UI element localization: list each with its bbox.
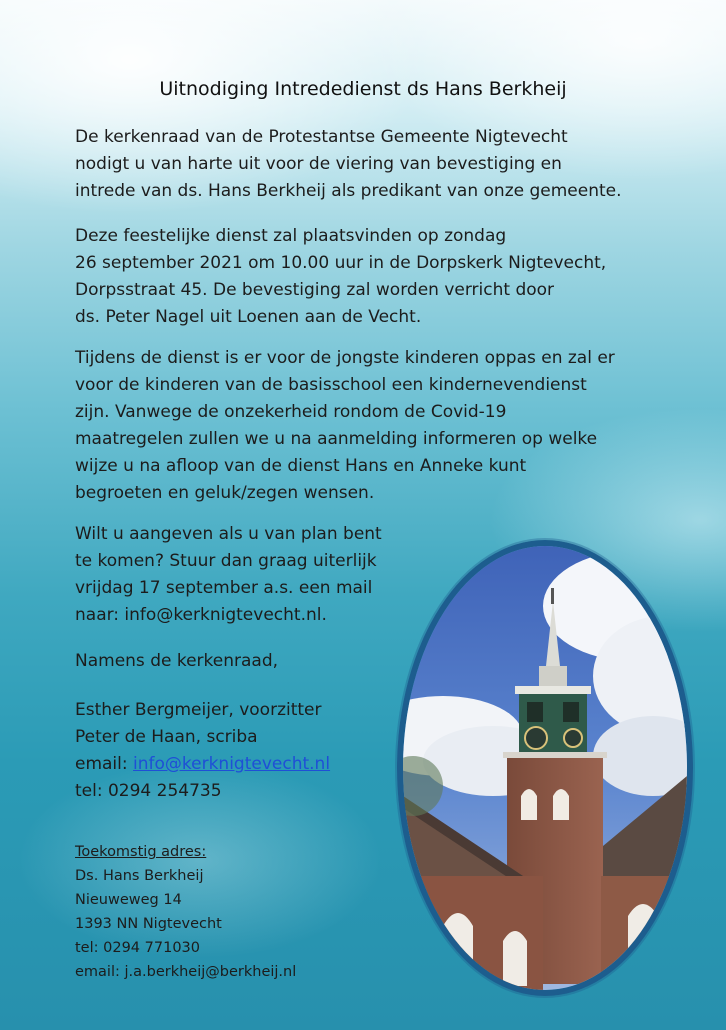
children-paragraph: [75, 345, 615, 507]
text-line: intrede van ds. Hans Berkheij als predikant van onze gemeente.: [75, 181, 622, 201]
future-address-block: [75, 840, 296, 984]
address-email: email: j.a.berkheij@berkheij.nl: [75, 964, 297, 980]
text-line: Wilt u aangeven als u van plan bent: [75, 524, 382, 544]
church-illustration: [403, 546, 687, 990]
text-line: nodigt u van harte uit voor de viering van bevestiging en: [75, 154, 562, 174]
text-line: maatregelen zullen we u na aanmelding informeren op welke: [75, 429, 598, 449]
text-line: voor de kinderen van de basisschool een kindernevendienst: [75, 375, 587, 395]
text-line: wijze u na afloop van de dienst Hans en Anneke kunt: [75, 456, 527, 476]
church-photo: [397, 540, 693, 996]
text-line: Dorpsstraat 45. De bevestiging zal worden verricht door: [75, 280, 555, 300]
text-line: Deze feestelijke dienst zal plaatsvinden op zondag: [75, 226, 507, 246]
page-title: Uitnodiging Intrededienst ds Hans Berkheij: [159, 78, 567, 100]
service-details-paragraph: [75, 223, 606, 331]
text-line: naar: info@kerknigtevecht.nl.: [75, 605, 327, 625]
address-street: Nieuweweg 14: [75, 892, 182, 908]
signer-tel: tel: 0294 254735: [75, 781, 222, 801]
address-city: 1393 NN Nigtevecht: [75, 916, 222, 932]
rsvp-paragraph: [75, 521, 382, 629]
signer-email-line: [75, 751, 330, 778]
text-line: vrijdag 17 september a.s. een mail: [75, 578, 373, 598]
closing-line: Namens de kerkenraad,: [75, 651, 279, 671]
text-line: begroeten en geluk/zegen wensen.: [75, 483, 375, 503]
future-address-heading: Toekomstig adres:: [75, 844, 207, 860]
signer-chair: Esther Bergmeijer, voorzitter: [75, 700, 322, 720]
text-line: ds. Peter Nagel uit Loenen aan de Vecht.: [75, 307, 422, 327]
text-line: te komen? Stuur dan graag uiterlijk: [75, 551, 377, 571]
text-line: 26 september 2021 om 10.00 uur in de Dorpskerk Nigtevecht,: [75, 253, 607, 273]
address-tel: tel: 0294 771030: [75, 940, 200, 956]
signers-block: [75, 697, 330, 805]
intro-paragraph: [75, 124, 622, 205]
text-line: Tijdens de dienst is er voor de jongste kinderen oppas en zal er: [75, 348, 615, 368]
address-name: Ds. Hans Berkheij: [75, 868, 204, 884]
text-line: De kerkenraad van de Protestantse Gemeente Nigtevecht: [75, 127, 568, 147]
email-link[interactable]: info@kerknigtevecht.nl: [133, 754, 331, 774]
text-line: zijn. Vanwege de onzekerheid rondom de Covid-19: [75, 402, 507, 422]
signer-scribe: Peter de Haan, scriba: [75, 727, 258, 747]
email-label: email:: [75, 754, 134, 774]
